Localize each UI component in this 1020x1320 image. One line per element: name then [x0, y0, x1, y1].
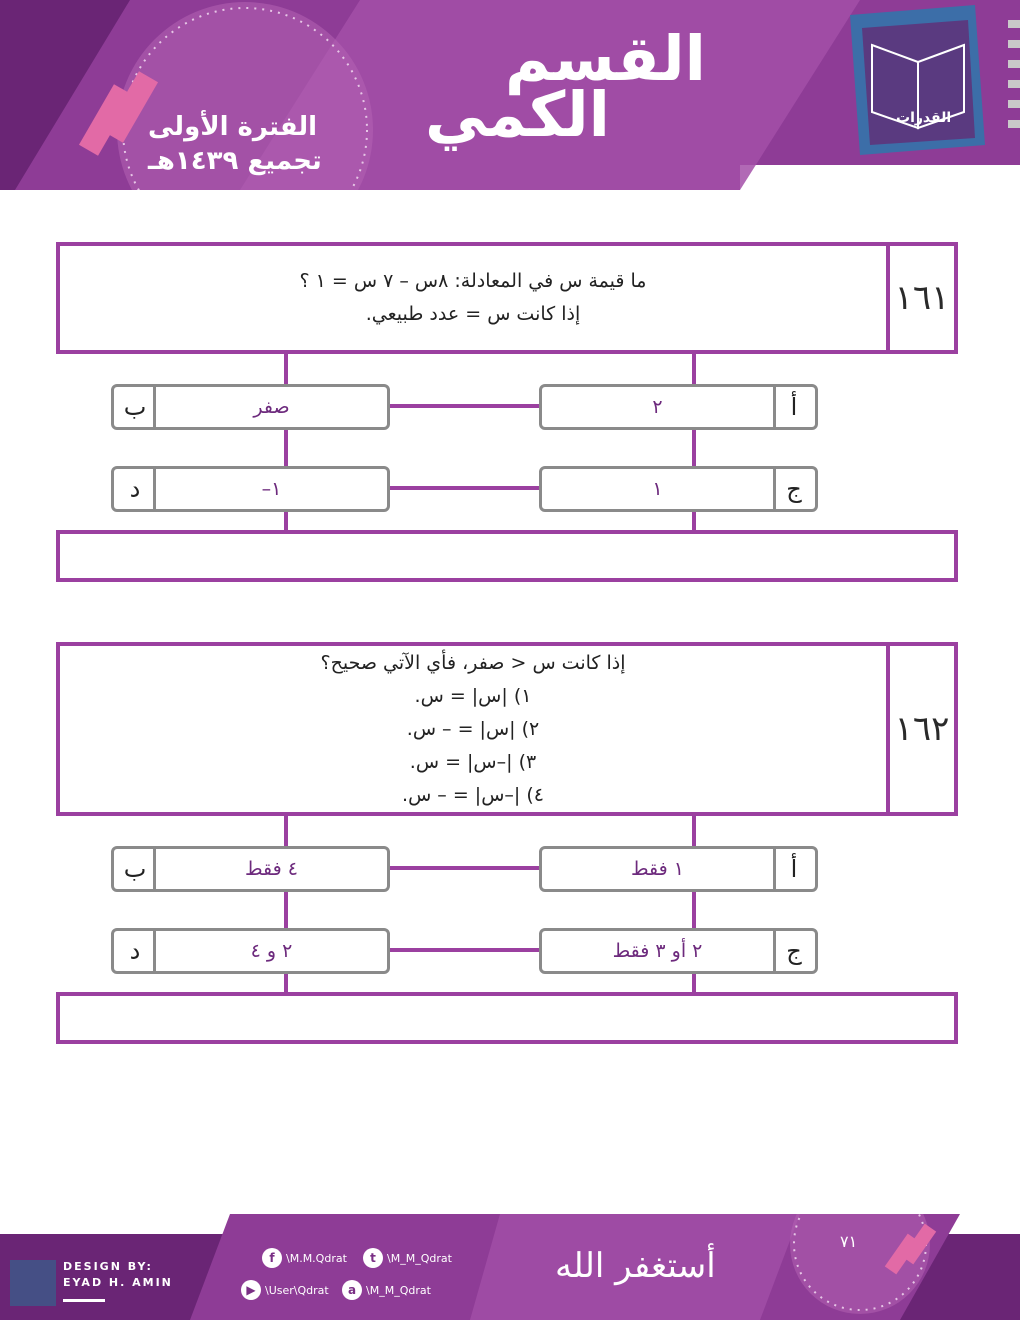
option-c[interactable] [539, 466, 818, 512]
connector [389, 948, 541, 952]
facebook-link[interactable]: f \M.M.Qdrat [262, 1248, 347, 1268]
option-a[interactable] [539, 384, 818, 430]
calligraphy-text: أستغفر الله [555, 1246, 716, 1286]
option-a[interactable] [539, 846, 818, 892]
compilation-label: تجميع ١٤٣٩هـ [148, 146, 322, 176]
option-value: ١ [652, 478, 663, 500]
option-value: ٤ فقط [245, 858, 298, 880]
question-line: ٤) |–س| = – س. [402, 783, 544, 806]
option-letter: أ [790, 393, 798, 421]
question-line: ٣) |–س| = س. [409, 750, 537, 773]
option-letter: ج [786, 475, 802, 503]
section-title-line2: الكمي [425, 78, 610, 151]
designer-name: EYAD H. AMIN [63, 1276, 173, 1289]
question-line: ٢) |س| = – س. [406, 717, 540, 740]
page-number: ٧١ [840, 1232, 858, 1251]
ask-icon: a [342, 1280, 362, 1300]
option-letter: ب [123, 393, 147, 421]
period-label: الفترة الأولى [148, 112, 318, 142]
twitter-icon: t [363, 1248, 383, 1268]
option-value: ٢ أو ٣ فقط [612, 940, 703, 962]
design-by-label: DESIGN BY: [63, 1260, 153, 1273]
footer-banner [0, 1214, 1020, 1320]
connector [389, 866, 541, 870]
question-text [60, 246, 886, 350]
option-value: ٢ و ٤ [250, 940, 293, 962]
ask-link[interactable]: a \M_M_Qdrat [342, 1280, 431, 1300]
question-text [60, 646, 886, 812]
question-box [56, 642, 958, 816]
twitter-link[interactable]: t \M_M_Qdrat [363, 1248, 452, 1268]
question-line: ١) |س| = س. [414, 684, 532, 707]
option-value: ١– [261, 478, 282, 500]
answer-box[interactable] [56, 992, 958, 1044]
section-title-line1: القسم [505, 22, 706, 95]
connector [389, 404, 541, 408]
question-line: إذا كانت س = عدد طبيعي. [365, 303, 581, 325]
question-line: إذا كانت س < صفر، فأي الآتي صحيح؟ [320, 651, 626, 674]
logo-text: القدرات [896, 110, 952, 126]
youtube-icon: ▶ [241, 1280, 261, 1300]
option-d[interactable] [111, 928, 390, 974]
option-b[interactable] [111, 384, 390, 430]
page-header [0, 0, 1020, 190]
option-letter: ب [123, 855, 147, 883]
option-letter: ج [786, 937, 802, 965]
option-c[interactable] [539, 928, 818, 974]
question-number: ١٦١ [894, 278, 950, 318]
option-letter: د [129, 475, 141, 503]
connector [389, 486, 541, 490]
youtube-link[interactable]: ▶ \User\Qdrat [241, 1280, 329, 1300]
option-value: صفر [253, 396, 290, 418]
answer-box[interactable] [56, 530, 958, 582]
question-number: ١٦٢ [894, 709, 950, 749]
facebook-icon: f [262, 1248, 282, 1268]
option-value: ٢ [652, 396, 663, 418]
option-letter: د [129, 937, 141, 965]
option-b[interactable] [111, 846, 390, 892]
option-letter: أ [790, 855, 798, 883]
page-footer [0, 1214, 1020, 1320]
question-line: ما قيمة س في المعادلة: ٨س – ٧ س = ١ ؟ [299, 270, 647, 292]
option-d[interactable] [111, 466, 390, 512]
option-value: ١ فقط [631, 858, 684, 880]
question-box [56, 242, 958, 354]
